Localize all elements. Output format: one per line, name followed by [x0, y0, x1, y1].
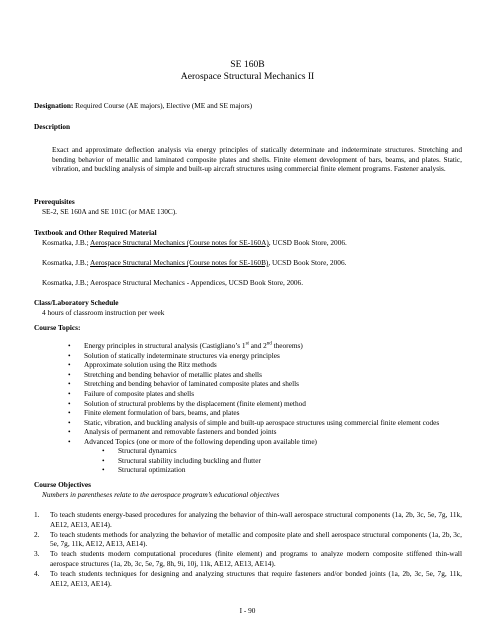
textbook-title-2: Aerospace Structural Mechanics (Course notes for SE-160B)	[90, 258, 269, 267]
prerequisites-heading: Prerequisites	[34, 197, 75, 206]
list-item: • Solution of structural problems by the displacement (finite element) method	[68, 398, 306, 408]
textbook-title-1: Aerospace Structural Mechanics (Course notes for SE-160A)	[90, 238, 269, 247]
bullet-icon: •	[102, 455, 105, 465]
list-item: • Static, vibration, and buckling analysis of simple and built-up aerospace structures using commercial finite element codes	[68, 417, 440, 427]
list-item: • Structural dynamics	[102, 446, 177, 455]
bullet-icon: •	[68, 379, 71, 389]
description-text: Exact and approximate deflection analysis via energy principles of statically determinate and indeterminate structures. Stretching and bending behavior of metallic and laminated composite plates and shells. Finite element development of bars, beams, and plates. Static, vibration, and buckling analysis of simple and built-up aircraft structures using commercial finite element programs. Fastener analysis.	[52, 145, 462, 174]
prerequisites-text: SE-2, SE 160A and SE 101C (or MAE 130C).	[42, 207, 177, 216]
list-item: 1. To teach students energy-based procedures for analyzing the behavior of thin-wall aerospace structural components (1a, 2b, 3c, 5e, 7g, 11k, AE12, AE13, AE14).	[34, 510, 462, 529]
schedule-text: 4 hours of classroom instruction per week	[42, 308, 165, 317]
objectives-note: Numbers in parentheses relate to the aerospace program’s educational objectives	[42, 490, 280, 499]
list-item: • Stretching and bending behavior of metallic plates and shells	[68, 369, 262, 379]
list-item: • Advanced Topics (one or more of the following depending upon available time)	[68, 436, 317, 446]
bullet-icon: •	[68, 436, 71, 446]
bullet-icon: •	[102, 465, 105, 475]
bullet-icon: •	[68, 417, 71, 427]
course-title: Aerospace Structural Mechanics II	[180, 71, 315, 82]
objectives-heading: Course Objectives	[34, 480, 91, 489]
list-item: • Approximate solution using the Ritz methods	[68, 360, 217, 370]
bullet-icon: •	[68, 369, 71, 379]
textbook-item-1: Kosmatka, J.B.; Aerospace Structural Mechanics (Course notes for SE-160A), UCSD Book Store, 2006.	[42, 238, 347, 247]
list-item: • Solution of statically indeterminate structures via energy principles	[68, 350, 280, 360]
list-item: • Analysis of permanent and removable fasteners and bonded joints	[68, 427, 277, 437]
bullet-icon: •	[68, 408, 71, 418]
description-heading: Description	[34, 122, 71, 131]
bullet-icon: •	[68, 398, 71, 408]
list-item: • Structural optimization	[102, 465, 186, 475]
list-item: • Finite element formulation of bars, beams, and plates	[68, 408, 240, 418]
schedule-heading: Class/Laboratory Schedule	[34, 298, 119, 307]
designation-value: Required Course (AE majors), Elective (ME and SE majors)	[75, 101, 253, 110]
bullet-icon: •	[68, 341, 71, 350]
textbook-item-3: Kosmatka, J.B.; Aerospace Structural Mechanics - Appendices, UCSD Book Store, 2006.	[42, 278, 304, 287]
textbook-item-2: Kosmatka, J.B.; Aerospace Structural Mechanics (Course notes for SE-160B), UCSD Book Store, 2006.	[42, 258, 347, 267]
list-item: • Stretching and bending behavior of laminated composite plates and shells	[68, 379, 300, 389]
textbook-heading: Textbook and Other Required Material	[34, 228, 157, 237]
bullet-icon: •	[68, 350, 71, 360]
advanced-topics-list	[98, 446, 458, 475]
bullet-icon: •	[68, 427, 71, 437]
designation-line	[34, 101, 252, 110]
topics-heading: Course Topics:	[34, 323, 81, 332]
bullet-icon: •	[102, 446, 105, 455]
course-code: SE 160B	[230, 59, 265, 70]
objectives-list	[34, 510, 462, 589]
list-item: • Structural stability including buckling and flutter	[102, 455, 261, 465]
list-item: • Energy principles in structural analysis (Castigliano’s 1st and 2nd theorems)	[68, 341, 303, 350]
page-number: I - 90	[239, 606, 256, 615]
designation-label: Designation:	[34, 101, 74, 110]
list-item: • Failure of composite plates and shells	[68, 388, 195, 398]
list-item: 2. To teach students methods for analyzing the behavior of metallic and composite plate and shell aerospace structural components (1a, 2b, 3c, 5e, 7g, 11k, AE12, AE13, AE14).	[34, 529, 462, 549]
bullet-icon: •	[68, 360, 71, 370]
topics-list	[64, 341, 462, 447]
bullet-icon: •	[68, 388, 71, 398]
list-item: 4. To teach students techniques for designing and analyzing structures that require fasteners and/or bonded joints (1a, 2b, 3c, 5e, 7g, 11k, AE12, AE13, AE14).	[34, 569, 462, 588]
list-item: 3. To teach students modern computational procedures (finite element) and programs to analyze modern composite stiffened thin-wall aerospace structures (1a, 2b, 3c, 5e, 7g, 8h, 9i, 10j, 11k, AE12, AE13, AE14).	[34, 549, 462, 568]
